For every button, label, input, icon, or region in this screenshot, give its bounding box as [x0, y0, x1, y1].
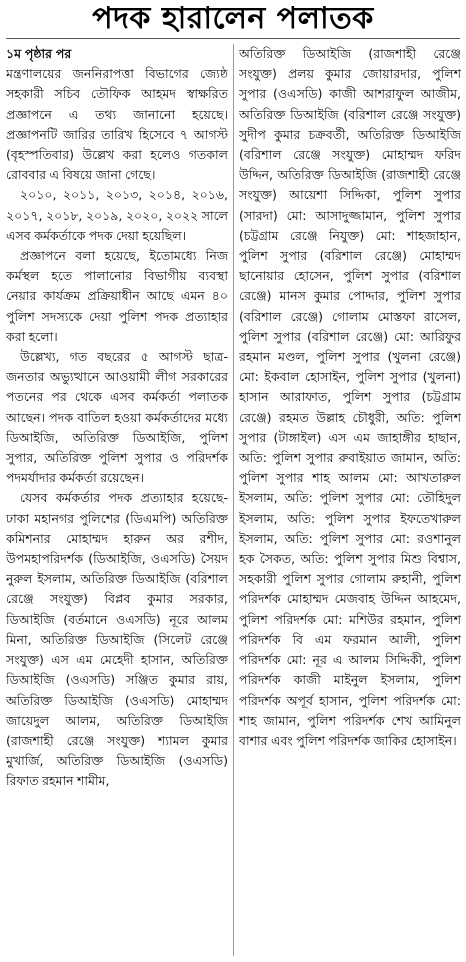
headline-rule — [6, 38, 460, 39]
continued-from-label: ১ম পৃষ্ঠার পর — [6, 46, 72, 61]
right-paragraph-1: অতিরিক্ত ডিআইজি (রাজশাহী রেঞ্জে সংযুক্ত) প্রলয় কুমার জোয়ারদার, পুলিশ সুপার (ওএসডি) কাজী আশরাফুল আজীম, অতিরিক্ত ডিআইজি (বরিশাল রেঞ্জে সংযুক্ত) সুদীপ কুমার চক্রবর্তী, অতিরিক্ত ডিআইজি (বরিশাল রেঞ্জে সংযুক্ত) মোহাম্মদ ফরিদ উদ্দিন, অতিরিক্ত ডিআইজি (রাজশাহী রেঞ্জে সংযুক্ত) আয়েশা সিদ্দিকা, পুলিশ সুপার (সারদা) মো: আসাদুজ্জামান, পুলিশ সুপার (চট্টগ্রাম রেঞ্জে নিযুক্ত) মো: শাহজাহান, পুলিশ সুপার (বরিশাল রেঞ্জে) মোহাম্মদ ছানোয়ার হোসেন, পুলিশ সুপার (বরিশাল রেঞ্জে) মানস কুমার পোদ্দার, পুলিশ সুপার (বরিশাল রেঞ্জে) গোলাম মোস্তফা রাসেল, পুলিশ সুপার (বরিশাল রেঞ্জে) মো: আরিফুর রহমান মণ্ডল, পুলিশ সুপার (খুলনা রেঞ্জে) মো: ইকবাল হোসাইন, পুলিশ সুপার (খুলনা) হাসান আরাফাত, পুলিশ সুপার (চট্টগ্রাম রেঞ্জে) রহমত উল্লাহ চৌধুরী, অতি: পুলিশ সুপার (টাঙ্গাইল) এস এম জাহাঙ্গীর হাছান, অতি: পুলিশ সুপার রুবাইয়াত জামান, অতি: পুলিশ সুপার শাহ আলম মো: আখতারুল ইসলাম, অতি: পুলিশ সুপার মো: তৌহিদুল ইসলাম, অতি: পুলিশ সুপার ইফতেখারুল ইসলাম, অতি: পুলিশ সুপার মো: রওশানুল হক সৈকত, অতি: পুলিশ সুপার মিশু বিশ্বাস, সহকারী পুলিশ সুপার গোলাম রুহানী, পুলিশ পরিদর্শক মোহাম্মদ মেজবাহ উদ্দিন আহমেদ, পুলিশ পরিদর্শক মো: মশিউর রহমান, পুলিশ পরিদর্শক বি এম ফরমান আলী, পুলিশ পরিদর্শক মো: নূর এ আলম সিদ্দিকী, পুলিশ পরিদর্শক কাজী মাইনুল ইসলাম, পুলিশ পরিদর্শক অপূর্ব হাসান, পুলিশ পরিদর্শক মো: শাহ জামান, পুলিশ পরিদর্শক শেখ আমিনুল বাশার এবং পুলিশ পরিদর্শক জাকির হোসাইন। — [239, 46, 461, 748]
right-column — [239, 44, 461, 956]
left-paragraph-2: ২০১০, ২০১১, ২০১৩, ২০১৪, ২০১৬, ২০১৭, ২০১৮, ২০১৯, ২০২০, ২০২২ সালে এসব কর্মকর্তাকে পদক দেয়া হয়েছিল। — [6, 187, 228, 243]
column-divider — [233, 44, 234, 956]
left-column — [6, 44, 228, 956]
left-paragraph-1-text: মন্ত্রণালয়ের জননিরাপত্তা বিভাগের জ্যেষ্ঠ সহকারী সচিব তৌফিক আহমদ স্বাক্ষরিত প্রজ্ঞাপনে এ তথ্য জানানো হয়েছে। প্রজ্ঞাপনটি জারির তারিখ হিসেবে ৭ আগস্ট (বৃহস্পতিবার) উল্লেখ করা হলেও গতকাল রোববার এ বিষয়ে জানা গেছে। — [6, 66, 228, 183]
left-paragraph-1 — [6, 44, 228, 185]
headline: পদক হারালেন পলাতক — [92, 1, 374, 36]
left-paragraph-3: প্রজ্ঞাপনে বলা হয়েছে, ইতোমধ্যে নিজ কর্মস্থল হতে পালানোর বিভাগীয় ব্যবস্থা নেয়ার কার্যক্রম প্রক্রিয়াধীন আছে এমন ৪০ পুলিশ সদস্যকে দেয়া পুলিশ পদক প্রত্যাহার করা হলো। — [6, 248, 228, 344]
left-paragraph-4: উল্লেখ্য, গত বছরের ৫ আগস্ট ছাত্র-জনতার অভ্যুত্থানে আওয়ামী লীগ সরকারের পতনের পর থেকে এসব কর্মকর্তা পলাতক আছেন। পদক বাতিল হওয়া কর্মকর্তাদের মধ্যে ডিআইজি, অতিরিক্ত ডিআইজি, পুলিশ সুপার, অতিরিক্ত পুলিশ সুপার ও পরিদর্শক পদমর্যাদার কর্মকর্তা রয়েছেন। — [6, 349, 228, 486]
left-paragraph-5: যেসব কর্মকর্তার পদক প্রত্যাহার হয়েছে- ঢাকা মহানগর পুলিশের (ডিএমপি) অতিরিক্ত কমিশনার মোহাম্মদ হারুন অর রশীদ, উপমহাপরিদর্শক (ডিআইজি, ওএসডি) সৈয়দ নুরুল ইসলাম, অতিরিক্ত ডিআইজি (বরিশাল রেঞ্জে সংযুক্ত) বিপ্লব কুমার সরকার, ডিআইজি (বর্তমানে ওএসডি) নূরে আলম মিনা, অতিরিক্ত ডিআইজি (সিলেট রেঞ্জে সংযুক্ত) এস এম মেহেদী হাসান, অতিরিক্ত ডিআইজি (ওএসডি) সঞ্জিত কুমার রায়, অতিরিক্ত ডিআইজি (ওএসডি) মোহাম্মদ জায়েদুল আলম, অতিরিক্ত ডিআইজি (রাজশাহী রেঞ্জে সংযুক্ত) শ্যামল কুমার মুখার্জি, অতিরিক্ত ডিআইজি (ওএসডি) রিফাত রহমান শামীম, — [6, 490, 228, 789]
